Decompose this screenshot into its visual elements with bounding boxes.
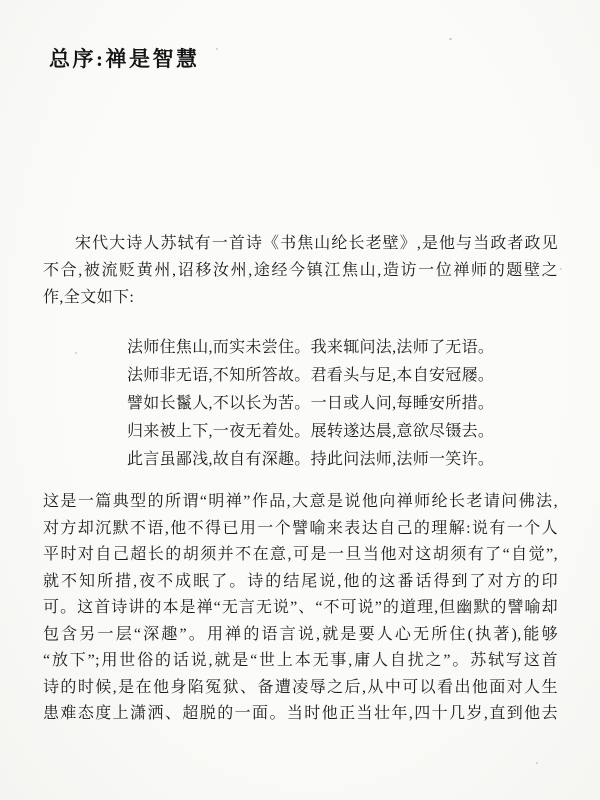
commentary-line: 对方却沉默不语,他不得已用一个譬喻来表达自己的理解:说有一个人 [43, 519, 558, 537]
commentary-line: 患难态度上潇洒、超脱的一面。当时他正当壮年,四十几岁,直到他去 [43, 705, 558, 722]
intro-paragraph [43, 230, 558, 311]
commentary-line: “放下”;用世俗的话说,就是“世上本无事,庸人自扰之”。苏轼写这首 [43, 652, 558, 669]
scan-speck [536, 762, 538, 764]
poem-line: 譬如长鬣人,不以长为苦。一日或人问,每睡安所措。 [127, 395, 495, 412]
commentary-line: 就不知所措,夜不成眠了。诗的结尾说,他的这番话得到了对方的印 [43, 572, 558, 590]
chapter-title: 总序:禅是智慧 [49, 47, 200, 71]
commentary-line: 平时对自己超长的胡须并不在意,可是一旦当他对这胡须有了“自觉”, [43, 546, 558, 563]
scan-speck [216, 48, 218, 50]
commentary-paragraph [43, 489, 558, 728]
intro-line: 宋代大诗人苏轼有一首诗《书焦山纶长老壁》,是他与当政者政见 [75, 235, 558, 252]
intro-line: 作,全文如下: [43, 289, 135, 306]
commentary-line: 这是一篇典型的所谓“明禅”作品,大意是说他向禅师纶长老请问佛法, [43, 493, 558, 510]
commentary-line: 可。这首诗讲的本是禅“无言无说”、“不可说”的道理,但幽默的譬喻却 [43, 599, 558, 616]
poem-line: 法师住焦山,而实未尝住。我来辄问法,法师了无语。 [127, 339, 495, 356]
poem-block [127, 334, 494, 474]
commentary-line: 包含另一层“深趣”。用禅的语言说,就是要人心无所住(执著),能够 [43, 625, 558, 643]
intro-line: 不合,被流贬黄州,诏移汝州,途经今镇江焦山,造访一位禅师的题壁之 [43, 262, 558, 279]
poem-line: 法师非无语,不知所答故。君看头与足,本自安冠屦。 [127, 367, 495, 384]
poem-line: 此言虽鄙浅,故自有深趣。持此问法师,法师一笑许。 [127, 451, 495, 468]
poem-line: 归来被上下,一夜无着处。展转遂达晨,意欲尽镊去。 [127, 423, 495, 440]
scan-speck [449, 38, 452, 40]
scan-speck [560, 268, 562, 270]
scan-speck [75, 352, 77, 354]
commentary-line: 诗的时候,是在他身陷冤狱、备遭凌辱之后,从中可以看出他面对人生 [43, 678, 558, 696]
